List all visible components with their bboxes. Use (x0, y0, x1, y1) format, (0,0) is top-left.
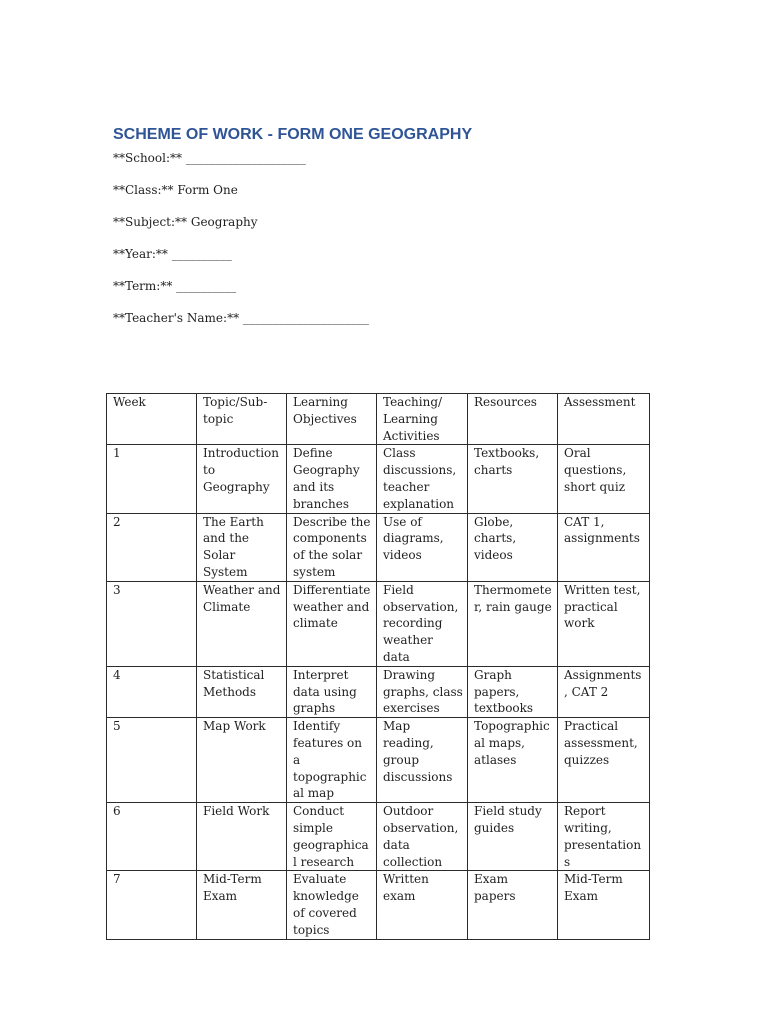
header-week: Week (107, 394, 197, 445)
cell-week: 4 (107, 666, 197, 717)
cell-assessment: Report writing, presentations (558, 803, 650, 871)
cell-topic: Statistical Methods (197, 666, 287, 717)
scheme-table (106, 393, 650, 940)
table-row (107, 581, 650, 666)
cell-assessment: Mid-Term Exam (558, 871, 650, 939)
table-row (107, 871, 650, 939)
cell-resources: Topographical maps, atlases (468, 718, 558, 803)
cell-objectives: Differentiate weather and climate (287, 581, 377, 666)
cell-objectives: Conduct simple geographical research (287, 803, 377, 871)
cell-resources: Exam papers (468, 871, 558, 939)
header-activities: Teaching/ Learning Activities (377, 394, 468, 445)
cell-activities: Written exam (377, 871, 468, 939)
cell-week: 6 (107, 803, 197, 871)
cell-topic: Introduction to Geography (197, 445, 287, 513)
table-row (107, 666, 650, 717)
cell-week: 2 (107, 513, 197, 581)
cell-activities: Use of diagrams, videos (377, 513, 468, 581)
term-field: **Term:** __________ (113, 279, 237, 293)
cell-week: 3 (107, 581, 197, 666)
cell-topic: Field Work (197, 803, 287, 871)
class-field: **Class:** Form One (113, 183, 238, 197)
document-title: SCHEME OF WORK - FORM ONE GEOGRAPHY (113, 126, 473, 143)
year-field: **Year:** __________ (113, 247, 232, 261)
cell-objectives: Interpret data using graphs (287, 666, 377, 717)
cell-resources: Graph papers, textbooks (468, 666, 558, 717)
cell-resources: Textbooks, charts (468, 445, 558, 513)
cell-topic: Mid-Term Exam (197, 871, 287, 939)
school-field: **School:** ____________________ (113, 151, 306, 165)
cell-assessment: CAT 1, assignments (558, 513, 650, 581)
header-assessment: Assessment (558, 394, 650, 445)
header-objectives: Learning Objectives (287, 394, 377, 445)
cell-activities: Class discussions, teacher explanation (377, 445, 468, 513)
cell-objectives: Identify features on a topographical map (287, 718, 377, 803)
header-topic: Topic/Sub-topic (197, 394, 287, 445)
table-row (107, 803, 650, 871)
teacher-name-field: **Teacher's Name:** _____________________ (113, 311, 369, 325)
cell-objectives: Evaluate knowledge of covered topics (287, 871, 377, 939)
subject-field: **Subject:** Geography (113, 215, 258, 229)
table-header-row (107, 394, 650, 445)
header-resources: Resources (468, 394, 558, 445)
cell-objectives: Define Geography and its branches (287, 445, 377, 513)
cell-week: 5 (107, 718, 197, 803)
cell-objectives: Describe the components of the solar system (287, 513, 377, 581)
cell-resources: Globe, charts, videos (468, 513, 558, 581)
cell-assessment: Oral questions, short quiz (558, 445, 650, 513)
cell-activities: Outdoor observation, data collection (377, 803, 468, 871)
cell-week: 1 (107, 445, 197, 513)
cell-topic: Weather and Climate (197, 581, 287, 666)
cell-resources: Thermometer, rain gauge (468, 581, 558, 666)
cell-activities: Field observation, recording weather data (377, 581, 468, 666)
table-row (107, 718, 650, 803)
cell-assessment: Assignments, CAT 2 (558, 666, 650, 717)
cell-week: 7 (107, 871, 197, 939)
table-row (107, 445, 650, 513)
cell-assessment: Written test, practical work (558, 581, 650, 666)
table-row (107, 513, 650, 581)
cell-resources: Field study guides (468, 803, 558, 871)
cell-topic: The Earth and the Solar System (197, 513, 287, 581)
cell-activities: Drawing graphs, class exercises (377, 666, 468, 717)
cell-assessment: Practical assessment, quizzes (558, 718, 650, 803)
cell-topic: Map Work (197, 718, 287, 803)
cell-activities: Map reading, group discussions (377, 718, 468, 803)
